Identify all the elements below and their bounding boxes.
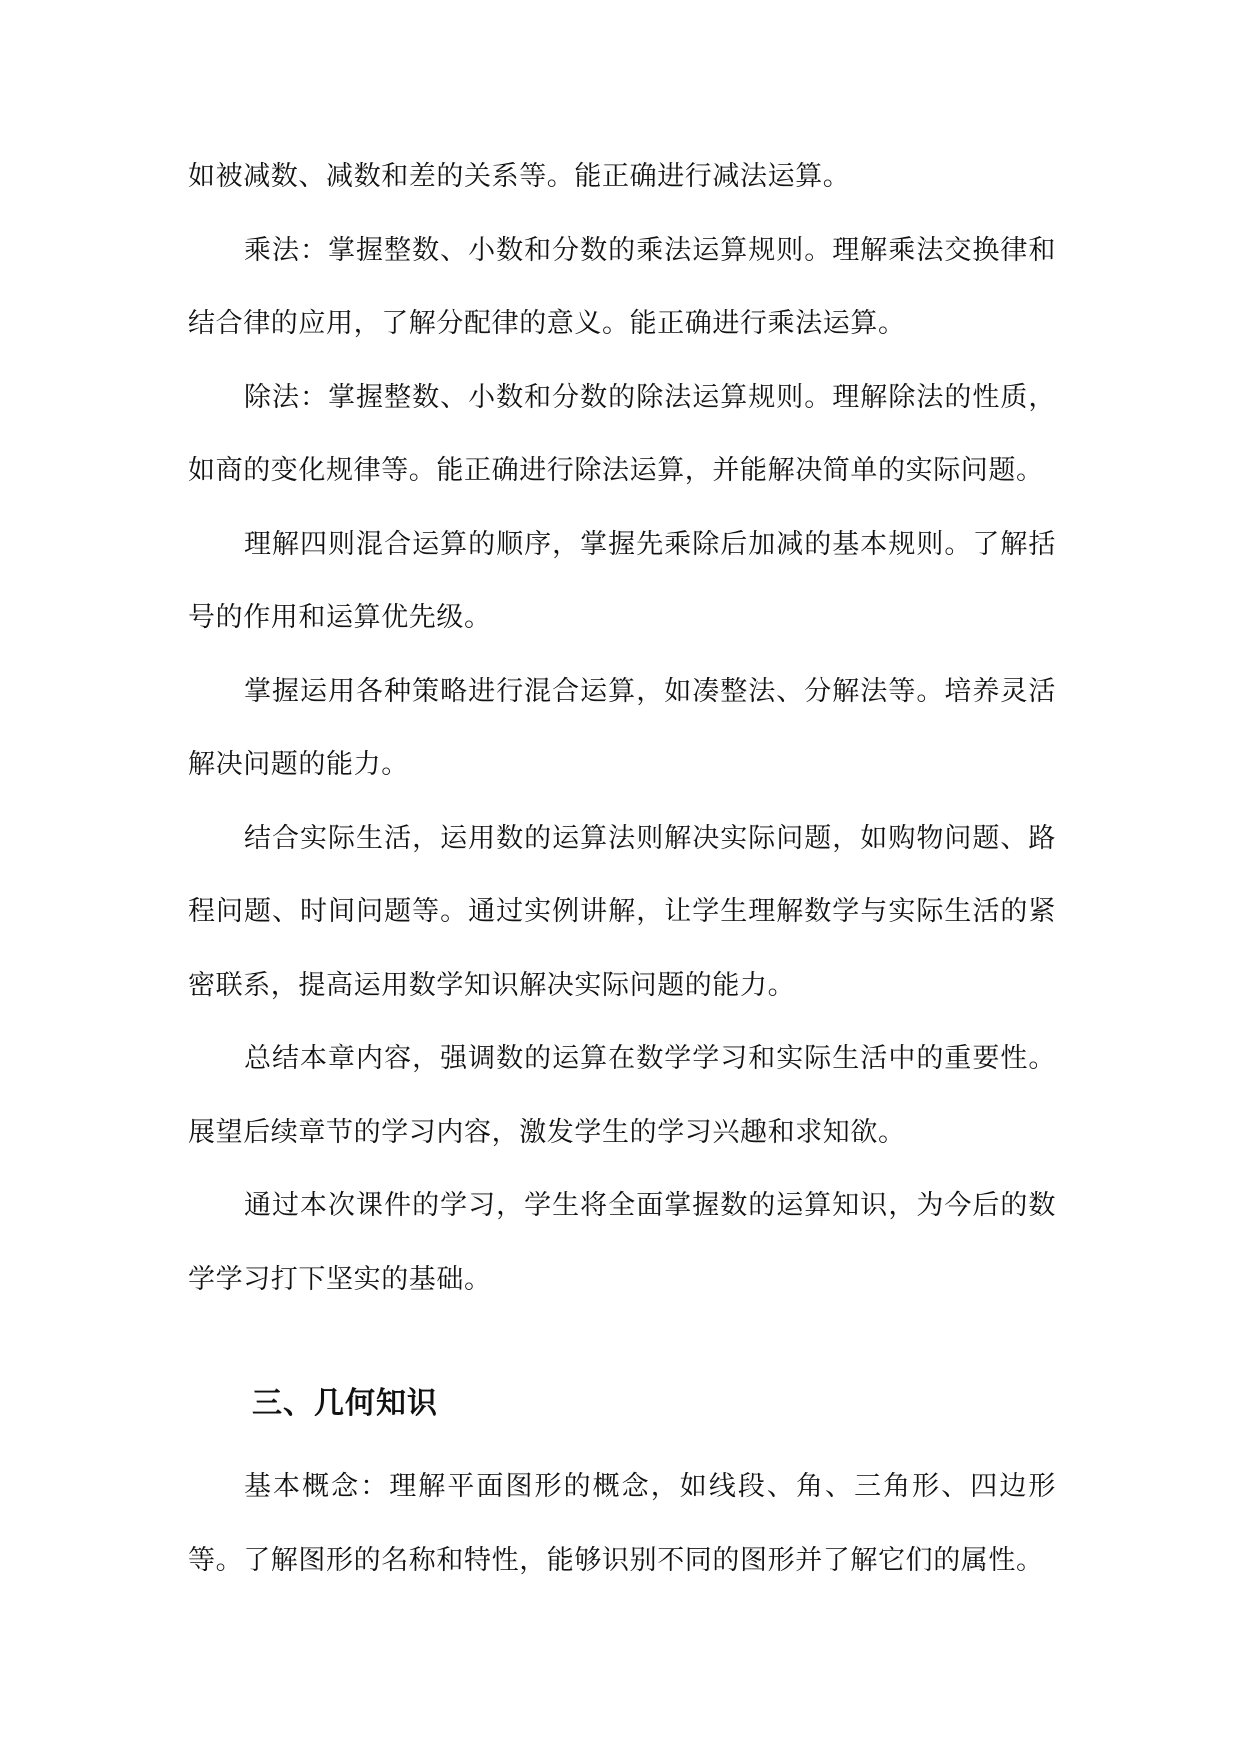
paragraph-conclusion: 通过本次课件的学习，学生将全面掌握数的运算知识，为今后的数学学习打下坚实的基础。 — [188, 1190, 1056, 1295]
paragraph-chapter-summary: 总结本章内容，强调数的运算在数学学习和实际生活中的重要性。展望后续章节的学习内容，激发学生的学习兴趣和求知欲。 — [188, 1043, 1056, 1148]
paragraph-subtraction-continued: 如被减数、减数和差的关系等。能正确进行减法运算。 — [188, 161, 851, 192]
paragraph-mixed-operations-order: 理解四则混合运算的顺序，掌握先乘除后加减的基本规则。了解括号的作用和运算优先级。 — [188, 528, 1056, 633]
paragraph-division: 除法：掌握整数、小数和分数的除法运算规则。理解除法的性质，如商的变化规律等。能正确进行除法运算，并能解决简单的实际问题。 — [188, 381, 1056, 486]
section-heading-geometry: 三、几何知识 — [252, 1386, 438, 1421]
paragraph-geometry-basic-concepts: 基本概念：理解平面图形的概念，如线段、角、三角形、四边形等。了解图形的名称和特性，能够识别不同的图形并了解它们的属性。 — [188, 1471, 1056, 1576]
document-body — [188, 140, 1056, 1597]
paragraph-real-life-problems: 结合实际生活，运用数的运算法则解决实际问题，如购物问题、路程问题、时间问题等。通过实例讲解，让学生理解数学与实际生活的紧密联系，提高运用数学知识解决实际问题的能力。 — [188, 822, 1056, 1001]
paragraph-multiplication: 乘法：掌握整数、小数和分数的乘法运算规则。理解乘法交换律和结合律的应用，了解分配律的意义。能正确进行乘法运算。 — [188, 234, 1056, 339]
paragraph-mixed-operations-strategies: 掌握运用各种策略进行混合运算，如凑整法、分解法等。培养灵活解决问题的能力。 — [188, 675, 1056, 780]
